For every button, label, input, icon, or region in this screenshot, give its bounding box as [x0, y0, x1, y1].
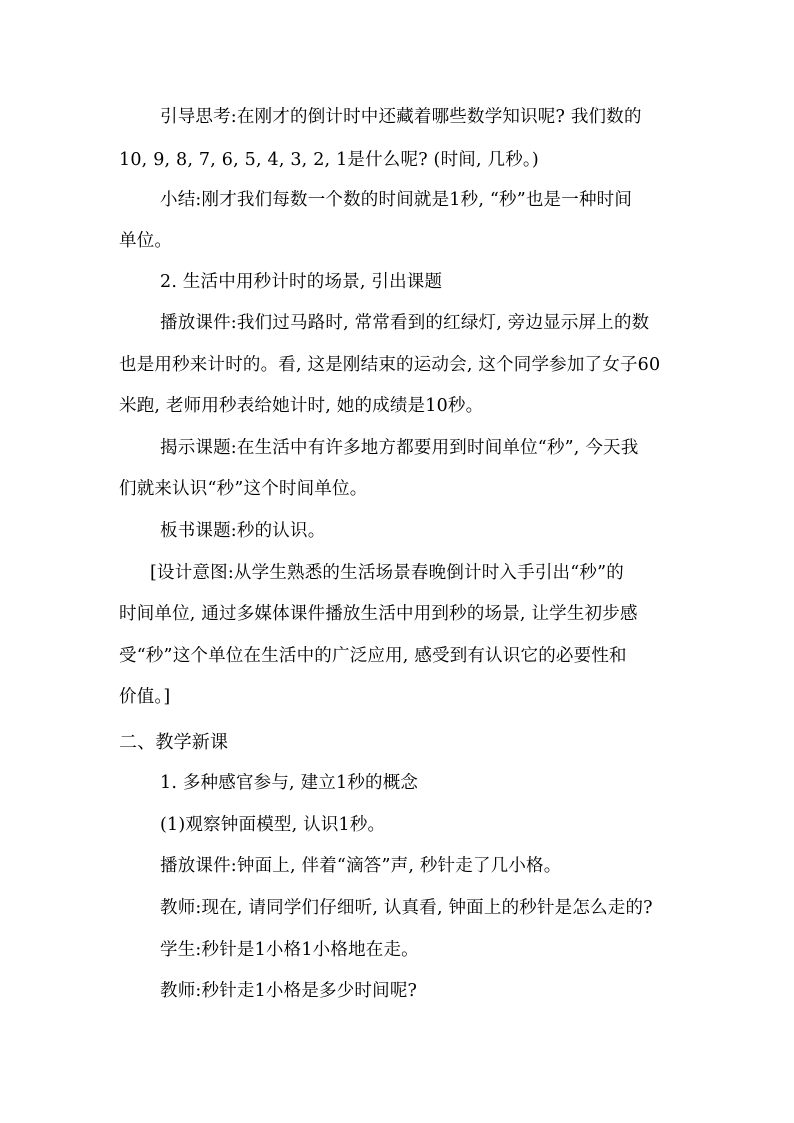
- paragraph-courseware-line-3: 米跑, 老师用秒表给她计时, 她的成绩是10秒。: [119, 396, 484, 416]
- paragraph-intent-line-4: 价值。]: [119, 687, 171, 707]
- paragraph-intent-line-3: 受“秒”这个单位在生活中的广泛应用, 感受到有认识它的必要性和: [119, 646, 627, 666]
- paragraph-student-answer: 学生:秒针是1小格1小格地在走。: [160, 940, 419, 960]
- paragraph-summary-line-1: 小结:刚才我们每数一个数的时间就是1秒, “秒”也是一种时间: [160, 190, 633, 210]
- paragraph-think-line-2: 10, 9, 8, 7, 6, 5, 4, 3, 2, 1是什么呢? (时间, 几秒。): [119, 150, 539, 170]
- paragraph-teacher-question-1: 教师:现在, 请同学们仔细听, 认真看, 钟面上的秒针是怎么走的?: [160, 898, 653, 918]
- paragraph-think-line-1: 引导思考:在刚才的倒计时中还藏着哪些数学知识呢? 我们数的: [160, 107, 642, 127]
- subsection-1-title: 1. 多种感官参与, 建立1秒的概念: [160, 773, 419, 793]
- paragraph-courseware-line-2: 也是用秒来计时的。看, 这是刚结束的运动会, 这个同学参加了女子60: [119, 355, 661, 375]
- paragraph-teacher-question-2: 教师:秒针走1小格是多少时间呢?: [160, 981, 418, 1001]
- paragraph-intent-line-2: 时间单位, 通过多媒体课件播放生活中用到秒的场景, 让学生初步感: [119, 604, 638, 624]
- paragraph-intent-line-1: [设计意图:从学生熟悉的生活场景春晚倒计时入手引出“秒”的: [150, 563, 624, 583]
- paragraph-observe-clock: (1)观察钟面模型, 认识1秒。: [160, 815, 386, 835]
- paragraph-reveal-line-1: 揭示课题:在生活中有许多地方都要用到时间单位“秒”, 今天我: [160, 438, 639, 458]
- paragraph-reveal-line-2: 们就来认识“秒”这个时间单位。: [119, 479, 368, 499]
- section-heading-new-lesson: 二、教学新课: [119, 732, 229, 753]
- section-2-title: 2. 生活中用秒计时的场景, 引出课题: [160, 272, 443, 292]
- paragraph-play-courseware: 播放课件:钟面上, 伴着“滴答”声, 秒针走了几小格。: [160, 856, 562, 876]
- paragraph-board-title: 板书课题:秒的认识。: [160, 521, 326, 541]
- paragraph-courseware-line-1: 播放课件:我们过马路时, 常常看到的红绿灯, 旁边显示屏上的数: [160, 313, 650, 333]
- paragraph-summary-line-2: 单位。: [119, 231, 173, 251]
